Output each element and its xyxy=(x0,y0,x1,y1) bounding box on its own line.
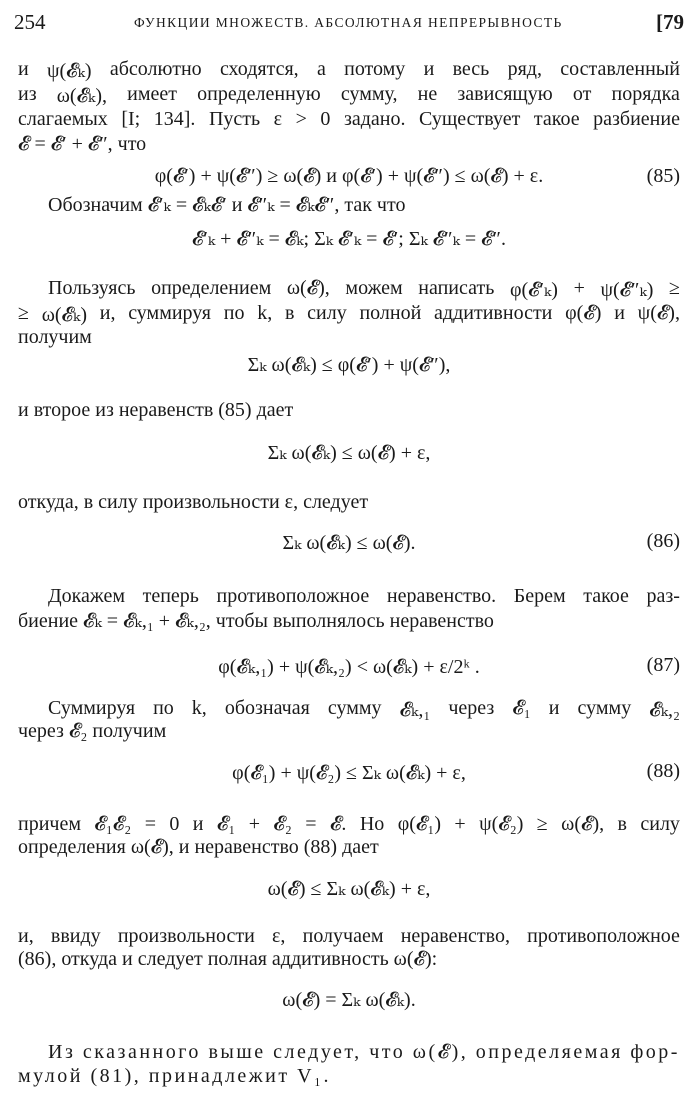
equation-number: (87) xyxy=(646,654,680,676)
formula: ω(𝓔) ≤ Σₖ ω(𝓔ₖ) + ε, xyxy=(267,878,431,900)
section-number: [79 xyxy=(656,10,684,34)
formula: ω(𝓔) = Σₖ ω(𝓔ₖ). xyxy=(282,989,416,1011)
text-line: биение 𝓔ₖ = 𝓔ₖ,₁ + 𝓔ₖ,₂, чтобы выполнялось неравенство xyxy=(18,610,494,632)
formula: φ(𝓔₁) + ψ(𝓔₂) ≤ Σₖ ω(𝓔ₖ) + ε, xyxy=(232,762,466,784)
text-line: (86), откуда и следует полная аддитивность ω(𝓔): xyxy=(18,948,438,970)
text-line: Обозначим 𝓔′ₖ = 𝓔ₖ𝓔′ и 𝓔″ₖ = 𝓔ₖ𝓔″, так что xyxy=(48,194,406,216)
text-line: Пользуясь определением ω(𝓔), можем написать φ(𝓔′ₖ) + ψ(𝓔″ₖ) ≥ xyxy=(48,277,680,301)
text-line: через 𝓔₂ получим xyxy=(18,720,167,742)
formula: Σₖ ω(𝓔ₖ) ≤ ω(𝓔) + ε, xyxy=(267,442,431,464)
text-line: причем 𝓔₁𝓔₂ = 0 и 𝓔₁ + 𝓔₂ = 𝓔. Но φ(𝓔₁) + ψ(𝓔₂) ≥ ω(𝓔), в силу xyxy=(18,813,680,835)
formula: 𝓔′ₖ + 𝓔″ₖ = 𝓔ₖ; Σₖ 𝓔′ₖ = 𝓔′; Σₖ 𝓔″ₖ = 𝓔″. xyxy=(192,228,506,250)
text-line: получим xyxy=(18,326,92,348)
text-line: и ψ(𝓔ₖ) абсолютно сходятся, а потому и весь ряд, составленный xyxy=(18,58,680,82)
text-line: 𝓔 = 𝓔′ + 𝓔″, что xyxy=(18,133,147,155)
text-line: Суммируя по k, обозначая сумму 𝓔ₖ,₁ через 𝓔₁ и сумму 𝓔ₖ,₂ xyxy=(48,697,680,721)
text-line: определения ω(𝓔), и неравенство (88) дает xyxy=(18,836,379,858)
equation-number: (86) xyxy=(646,530,680,552)
text-line: и второе из неравенств (85) дает xyxy=(18,399,294,421)
formula: Σₖ ω(𝓔ₖ) ≤ ω(𝓔). xyxy=(282,532,416,554)
formula: φ(𝓔ₖ,₁) + ψ(𝓔ₖ,₂) < ω(𝓔ₖ) + ε/2ᵏ . xyxy=(218,656,480,678)
text-line: и, ввиду произвольности ε, получаем неравенство, противоположное xyxy=(18,925,680,947)
formula: Σₖ ω(𝓔ₖ) ≤ φ(𝓔′) + ψ(𝓔″), xyxy=(247,354,451,376)
equation-number: (88) xyxy=(646,760,680,782)
text-line: мулой (81), принадлежит V₁. xyxy=(18,1065,331,1087)
text-line: Докажем теперь противоположное неравенство. Берем такое раз- xyxy=(48,585,680,607)
running-title: ФУНКЦИИ МНОЖЕСТВ. АБСОЛЮТНАЯ НЕПРЕРЫВНОСТЬ xyxy=(134,15,563,30)
text-line: ≥ ω(𝓔ₖ) и, суммируя по k, в силу полной аддитивности φ(𝓔) и ψ(𝓔), xyxy=(18,302,680,326)
text-line: слагаемых [I; 134]. Пусть ε > 0 задано. Существует такое разбиение xyxy=(18,108,680,130)
equation-number: (85) xyxy=(646,165,680,187)
text-line: Из сказанного выше следует, что ω(𝓔), определяемая фор- xyxy=(48,1041,680,1063)
text-line: откуда, в силу произвольности ε, следует xyxy=(18,491,369,513)
page-number: 254 xyxy=(14,10,46,34)
text-line: из ω(𝓔ₖ), имеет определенную сумму, не зависящую от порядка xyxy=(18,83,680,107)
formula: φ(𝓔′) + ψ(𝓔″) ≥ ω(𝓔) и φ(𝓔′) + ψ(𝓔″) ≤ ω(𝓔) + ε. xyxy=(154,165,544,187)
